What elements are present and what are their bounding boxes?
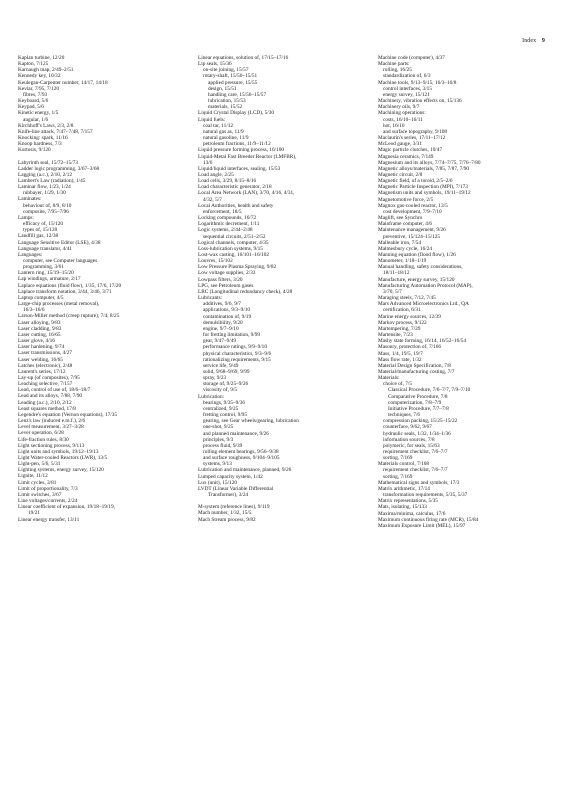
index-entry: Mars Advanced Microelectronics Ltd., QA xyxy=(378,301,469,308)
index-entry: Kaplan turbine, 12/20 xyxy=(18,55,65,61)
index-subentry: polymeric, for seals, 15/63 xyxy=(383,442,440,449)
index-subentry: standardization of, 6/3 xyxy=(383,73,431,80)
index-subentry: natural gasoline, 11/9 xyxy=(203,135,249,142)
index-subentry: hot, 16/10 xyxy=(383,122,405,129)
index-entry: Larson-Miller method (creep rupture), 7/4, 8/25 xyxy=(18,313,120,320)
index-subentry: one-shot, 9/25 xyxy=(203,424,234,431)
index-subentry: coal tar, 11/12 xyxy=(203,122,234,129)
index-entry: Locking compounds, 16/72 xyxy=(198,215,257,222)
index-entry: Lost-wax casting, 16/101–16/102 xyxy=(198,252,270,258)
index-entry: Magnox gas-cooled reactor, 13/5 xyxy=(378,202,448,209)
index-entry: Lumped capacity system, 1/42 xyxy=(198,473,263,480)
index-entry: Mach number, 1/32, 15/5 xyxy=(198,510,252,517)
index-subentry: choice of, 7/5 xyxy=(383,381,412,388)
index-entry: Laser hardening, 9/74 xyxy=(18,344,65,351)
index-subentry: requirement checklist, 7/6–7/7 xyxy=(383,449,448,455)
index-entry: Mach Stream process, 9/82 xyxy=(198,516,256,523)
index-entry: Keulegan-Carpenter number, 14/17, 14/18 xyxy=(18,79,108,86)
index-entry: Keyboard, 5/6 xyxy=(18,98,49,105)
index-entry: Labyrinth seal, 15/72–15/73 xyxy=(18,159,78,166)
index-subentry: for fretting limitation, 9/99 xyxy=(203,332,261,339)
index-entry: Kurtosis, 9/120 xyxy=(18,147,51,154)
index-entry: Laurent's series, 17/12 xyxy=(18,368,66,375)
index-entry: Laptop computer, 4/5 xyxy=(18,294,64,301)
index-entry: Manning equation (flood flow), 1/26 xyxy=(378,252,456,258)
index-entry: Magnetism units and symbols, 19/11–19/12 xyxy=(378,190,471,197)
index-entry: Legendre's equation (Vernon equations), 17/35 xyxy=(18,411,118,418)
index-entry: Life-fraction rules, 8/30 xyxy=(18,436,69,443)
index-subentry: demulsibility, 9/20 xyxy=(203,319,243,326)
index-subentry: applied pressure, 15/55 xyxy=(208,79,258,86)
index-entry: Language translator, 4/41 xyxy=(18,245,73,252)
index-entry: Landfill gas, 12/38 xyxy=(18,233,59,240)
index-entry: Materials: xyxy=(378,375,400,382)
index-subentry: computerization, 7/8–7/9 xyxy=(388,399,442,406)
index-entry: Light units and symbols, 19/12–19/13 xyxy=(18,448,99,455)
index-entry: Lenz's law (induced e.m.f.), 2/6 xyxy=(18,418,86,425)
index-subentry: lubrication, 15/53 xyxy=(208,98,246,105)
index-entry: Laminar flow, 1/23, 1/24 xyxy=(18,184,71,191)
index-subentry: performance ratings, 9/9–9/10 xyxy=(203,344,267,351)
page-header xyxy=(522,38,545,44)
index-entry: Lip seals, 15/36 xyxy=(198,61,232,68)
index-subentry: process fluid, 9/39 xyxy=(203,442,243,449)
index-entry: Magnetic circuit, 2/8 xyxy=(378,171,423,178)
index-subentry: engine, 9/7–9/10 xyxy=(203,325,239,332)
running-title: Index xyxy=(522,38,537,44)
index-entry: Load cells, 3/29, 8/15–8/16 xyxy=(198,178,257,185)
index-entry: McLeod gauge, 3/31 xyxy=(378,141,422,148)
index-subentry: rotary-shaft, 15/50–15/51 xyxy=(203,73,258,80)
index-column-3 xyxy=(378,55,548,790)
index-entry: Magnetic field, of a toroid, 2/5–2/6 xyxy=(378,178,453,185)
index-entry: Mashy state forming, 16/14, 16/52–16/54 xyxy=(378,338,466,345)
index-entry: Language Sensitive Editor (LSE), 4/38 xyxy=(18,239,101,246)
index-subentry: 13/6 xyxy=(203,159,213,166)
index-subentry: compression packing, 15/25–15/22 xyxy=(383,418,458,425)
index-entry: Low Pressure Plasma Spraying, 9/82 xyxy=(198,264,277,271)
index-entry: Laser transmissions, 4/27 xyxy=(18,350,72,357)
index-subentry: 18/11–18/12 xyxy=(383,270,410,277)
index-entry: Lay-up (of composites), 7/95 xyxy=(18,374,80,381)
index-subentry: rolling element bearings, 9/56–9/38 xyxy=(203,449,279,455)
index-subentry: on-site joining, 15/57 xyxy=(203,67,249,74)
index-entry: Lead and its alloys, 7/88, 7/90 xyxy=(18,393,82,400)
index-entry: Lagging (a.c.), 2/10, 2/12 xyxy=(18,171,72,178)
index-subentry: hydraulic seals, 1/32, 1/34–1/36 xyxy=(383,430,451,437)
index-entry: Local Area Network (LAN), 3/70, 4/16, 4/31, xyxy=(198,190,295,197)
index-entry: Laser cladding, 9/83 xyxy=(18,325,62,332)
index-entry: Manometer, 1/18–1/19 xyxy=(378,258,427,265)
index-entry: Materials control, 7/168 xyxy=(378,461,430,468)
index-entry: Markov process, 9/122 xyxy=(378,319,427,326)
index-entry: Marine energy sources, 12/39 xyxy=(378,313,441,320)
index-entry: Maraging steels, 7/12, 7/45 xyxy=(378,295,436,302)
page-number: 9 xyxy=(541,38,545,44)
index-subentry: principles, 9/3 xyxy=(203,436,234,443)
index-subentry: 4/32, 5/7 xyxy=(203,196,222,203)
index-subentry: fretting control, 9/95 xyxy=(203,412,247,419)
index-subentry: 16/3–16/6 xyxy=(23,307,45,314)
index-entry: Liquid/liquid interfaces, sealing, 15/53 xyxy=(198,165,281,172)
index-entry: Kirchhoff's Laws, 2/3, 2/8 xyxy=(18,122,74,129)
index-entry: Laser cutting, 16/65 xyxy=(18,331,61,338)
index-entry: Kennedy key, 10/32 xyxy=(18,73,61,80)
index-entry: Machine tools, 9/13–9/15, 16/3–16/8 xyxy=(378,79,457,86)
index-entry: Low voltage supplies, 2/33 xyxy=(198,270,256,277)
index-entry: Mats, isolating, 15/133 xyxy=(378,504,427,511)
index-entry: Least squares method, 17/8 xyxy=(18,405,76,412)
index-subentry: energy survey, 15/121 xyxy=(383,91,430,98)
index-subentry: transformation requirements, 5/35, 5/37 xyxy=(383,492,468,499)
index-subentry: 3/70, 5/7 xyxy=(383,288,402,295)
index-subentry: additives, 9/6, 9/7 xyxy=(203,301,241,308)
index-entry: Linear coefficient of expansion, 19/18–19/19, xyxy=(18,504,115,511)
index-entry: Lux (unit), 15/120 xyxy=(198,479,237,486)
index-entry: Manual handling, safety considerations, xyxy=(378,264,463,271)
index-subentry: applications, 9/3–9/10 xyxy=(203,307,251,314)
index-entry: Mainframe computer, 4/6 xyxy=(378,221,433,228)
index-entry: Keypad, 5/6 xyxy=(18,104,44,111)
index-entry: Kevlar, 7/95, 7/120 xyxy=(18,85,59,92)
index-entry: Magnetic Particle Inspection (MPI), 7/173 xyxy=(378,184,468,191)
index-entry: Matrix representations, 5/35 xyxy=(378,498,438,505)
index-entry: Light Water-cooled Reactors (LWR), 13/5 xyxy=(18,455,108,461)
index-entry: Laser glove, 4/16 xyxy=(18,338,55,345)
index-entry: Lighting systems, energy survey, 15/120 xyxy=(18,467,104,474)
index-entry: Kinetic energy, 1/5 xyxy=(18,110,59,117)
index-entry: Karnaugh map, 2/49–2/51 xyxy=(18,67,74,74)
index-entry: Matrix arithmetic, 17/14 xyxy=(378,485,430,492)
index-entry: Magnetic alloys/materials, 7/85, 7/87, 7/90 xyxy=(378,165,470,172)
index-subentry: systems, 9/13 xyxy=(203,461,232,468)
index-subentry: programming, 3/61 xyxy=(23,264,64,271)
index-entry: Machinery oils, 9/7 xyxy=(378,104,420,111)
index-entry: Maximum continuous firing rate (MCR), 15/84 xyxy=(378,516,479,523)
index-entry: Malmesbury cycle, 16/24 xyxy=(378,245,432,252)
index-entry: Maintenance management, 9/26 xyxy=(378,227,446,234)
index-subentry: enforcement, 18/5 xyxy=(203,208,242,215)
index-entry: Liquid fuels: xyxy=(198,116,226,123)
index-entry: Latches (electronic), 2/48 xyxy=(18,362,73,369)
index-subentry: costs, 16/10–16/11 xyxy=(383,116,423,123)
index-entry: Material Design Specification, 7/8 xyxy=(378,362,451,369)
index-entry: Louvres, 15/102 xyxy=(198,258,233,265)
index-subentry: and surface topography, 9/108 xyxy=(383,128,448,135)
index-subentry: certification, 6/31 xyxy=(383,307,421,314)
index-entry: Magnetomotive force, 2/5 xyxy=(378,196,434,203)
index-subentry: rolling, 16/25 xyxy=(383,67,412,74)
index-entry: Lubrication and maintenance, planned, 9/26 xyxy=(198,467,292,474)
index-entry: Martensite, 7/23 xyxy=(378,332,413,339)
index-entry: Liquid-Metal Fast Breeder Reactor (LMFBR), xyxy=(198,153,297,160)
index-entry: Machinery, vibration effects on, 15/136 xyxy=(378,98,462,105)
index-entry: Ladder logic programming, 3/67–3/68 xyxy=(18,165,100,172)
index-entry: Linear energy transfer, 13/11 xyxy=(18,516,80,523)
index-subentry: sequential circuits, 2/51–2/52 xyxy=(203,233,266,240)
index-column-2 xyxy=(198,55,368,790)
index-entry: Magic particle clutches, 10/47 xyxy=(378,147,443,154)
index-entry: Magnesium and its alloys, 7/74–7/75, 7/76–7/80 xyxy=(378,159,481,166)
index-entry: Knoop hardness, 7/3 xyxy=(18,141,62,148)
index-entry: Logarithmic decrement, 1/11 xyxy=(198,221,260,228)
index-entry: Light sectioning process, 9/113 xyxy=(18,442,85,449)
index-entry: Laser welding, 16/65 xyxy=(18,356,63,363)
index-entry: Level measurement, 3/27–3/28 xyxy=(18,424,84,431)
index-entry: Manufacturing Automation Protocol (MAP), xyxy=(378,282,473,289)
index-entry: Lead, control of use of, 18/6–18/7 xyxy=(18,387,91,394)
index-subentry: composite, 7/95–7/96 xyxy=(23,208,69,215)
index-entry: Limit cycles, 3/81 xyxy=(18,479,57,486)
index-entry: M-system (reference lines), 9/119 xyxy=(198,504,270,511)
index-entry: Laser alloying, 9/83 xyxy=(18,319,61,326)
index-entry: Laminates: xyxy=(18,196,42,203)
index-entry: Limit switches, 3/67 xyxy=(18,491,62,498)
index-entry: Lamps: xyxy=(18,214,34,221)
index-entry: Material/manufacturing costing, 7/7 xyxy=(378,368,455,375)
index-subentry: gear, 9/47–9/49 xyxy=(203,338,237,345)
index-entry: LRC (Longitudinal redundancy check), 4/28 xyxy=(198,288,293,295)
index-subentry: sorting, 7/169 xyxy=(383,473,413,480)
index-entry: Liquid Crystal Display (LCD), 5/30 xyxy=(198,110,275,117)
index-entry: Logic systems, 2/44–2/48 xyxy=(198,227,253,234)
index-entry: Machine parts: xyxy=(378,61,410,68)
index-entry: Lubrication: xyxy=(198,393,225,400)
index-subentry: cost development, 7/9–7/10 xyxy=(383,208,442,215)
index-subentry: counterface, 9/62, 9/67 xyxy=(383,424,432,431)
index-subentry: Comparative Procedure, 7/8 xyxy=(388,393,448,400)
index-entry: Logical channels, computer, 4/35 xyxy=(198,239,269,246)
index-entry: Light-pen, 5/6, 5/31 xyxy=(18,461,61,468)
index-entry: Leading (a.c.), 2/10, 2/12 xyxy=(18,399,72,406)
index-subentry: rationalizing requirements, 9/15 xyxy=(203,356,271,363)
index-subentry: angular, 1/6 xyxy=(23,116,49,123)
index-entry: Masonry, protection of, 7/166 xyxy=(378,344,442,351)
index-entry: Mass flow rate, 1/32 xyxy=(378,356,422,363)
index-entry: Martempering, 7/29 xyxy=(378,325,421,332)
index-entry: Load characteristic generator, 2/18 xyxy=(198,184,272,191)
index-subentry: spray, 9/23 xyxy=(203,375,227,382)
index-columns xyxy=(18,55,548,790)
index-subentry: solid, 9/68–9/69, 9/99 xyxy=(203,368,250,375)
index-entry: Lubricants: xyxy=(198,295,223,302)
index-entry: Mathematical signs and symbols, 17/3 xyxy=(378,479,460,486)
index-subentry: 19/21 xyxy=(28,510,41,517)
index-entry: Line voltages/currents, 2/24 xyxy=(18,498,78,505)
index-subentry: materials, 15/52 xyxy=(208,104,243,111)
index-subentry: handling care, 15/56–15/57 xyxy=(208,91,267,98)
index-entry: Kapton, 7/125 xyxy=(18,61,49,68)
index-subentry: storage of, 9/25–9/26 xyxy=(203,381,249,388)
index-entry: Limit of proportionality, 7/3 xyxy=(18,485,78,492)
index-entry: Maximum Exposure Limit (MEL), 15/97 xyxy=(378,522,466,529)
index-entry: Machining operations: xyxy=(378,110,426,117)
index-subentry: Transformer), 3/24 xyxy=(208,492,249,499)
index-subentry: natural gas as, 11/9 xyxy=(203,128,244,135)
index-subentry: service life, 9/49 xyxy=(203,362,239,369)
index-subentry: computer, see Computer languages xyxy=(23,258,98,264)
index-subentry: contamination of, 9/19 xyxy=(203,313,252,320)
index-entry: Load angle, 2/25 xyxy=(198,171,234,178)
index-entry: Loss-lubrication systems, 9/15 xyxy=(198,245,263,252)
index-entry: Linear equations, solution of, 17/15–17/16 xyxy=(198,55,289,61)
index-entry: Knocking: spark, 11/16 xyxy=(18,135,68,142)
index-subentry: Initiative Procedure, 7/7–7/8 xyxy=(388,405,449,412)
index-entry: Languages: xyxy=(18,251,43,258)
index-entry: Manufacture, energy survey, 15/120 xyxy=(378,276,455,283)
index-subentry: and planned maintenance, 9/26 xyxy=(203,430,269,437)
index-entry: Maglift, see Synchro xyxy=(378,215,423,222)
index-subentry: types of, 15/120 xyxy=(23,227,58,234)
index-subentry: petroleum fractions, 11/9–11/12 xyxy=(203,141,271,148)
index-subentry: design, 15/51 xyxy=(208,85,237,92)
index-entry: Leaching selective, 7/157 xyxy=(18,381,73,388)
index-entry: Knife-line attack, 7/47–7/48, 7/157 xyxy=(18,128,93,135)
index-entry: Lowpass filters, 3/20 xyxy=(198,276,243,283)
index-entry: Maxima/minima, calculus, 17/6 xyxy=(378,510,446,517)
index-subentry: Classical Procedure, 7/6–7/7, 7/9–7/10 xyxy=(388,387,471,394)
index-subentry: techniques, 7/6 xyxy=(388,412,421,419)
index-entry: Magnesia ceramics, 7/149 xyxy=(378,153,434,160)
index-entry: Laplace equations (fluid flow), 1/35, 17/6, 17/20 xyxy=(18,282,122,289)
index-subentry: efficacy of, 15/120 xyxy=(23,221,64,228)
index-subentry: rubbayer, 1/29, 1/30 xyxy=(23,190,66,197)
index-entry: LPG, see Petroleum gases xyxy=(198,282,254,289)
index-entry: Lever operation, 6/28 xyxy=(18,430,64,437)
index-entry: Lignite, 11/12 xyxy=(18,473,48,480)
index-subentry: requirement checklist, 7/6–7/7 xyxy=(383,467,448,474)
index-subentry: preventive, 15/124–15/125 xyxy=(383,233,441,240)
index-entry: LVDT (Linear Variable Differential xyxy=(198,485,274,492)
index-subentry: behaviour of, 8/9, 8/10 xyxy=(23,202,72,209)
index-subentry: gearing, see Gear wheels/gearing, lubrication xyxy=(203,418,299,425)
index-subentry: fibres, 7/93 xyxy=(23,91,48,98)
index-column-1 xyxy=(18,55,188,790)
index-entry: Lantern ring, 15/19–15/20 xyxy=(18,270,74,277)
index-subentry: physical characteristics, 9/3–9/6 xyxy=(203,350,272,357)
index-subentry: information sources, 7/8 xyxy=(383,436,435,443)
index-subentry: control interfaces, 3/15 xyxy=(383,85,432,92)
index-entry: Lap windings, armature, 2/17 xyxy=(18,276,81,283)
index-entry: Laplace transform notation, 3/44, 3/46, 3/71 xyxy=(18,288,112,295)
index-entry: Large-chip processes (metal removal), xyxy=(18,301,100,308)
index-entry: Malleable iron, 7/54 xyxy=(378,239,422,246)
index-entry: Mass, 1/4, 19/5, 19/7 xyxy=(378,350,423,357)
index-subentry: and surface roughness, 9/104–9/105 xyxy=(203,455,280,462)
index-subentry: viscosity of, 9/5 xyxy=(203,387,237,394)
index-entry: Maclaurin's series, 17/11–17/12 xyxy=(378,135,446,142)
index-entry: Machine code (computer), 4/37 xyxy=(378,55,445,61)
index-subentry: bearings, 9/35–9/36 xyxy=(203,399,246,406)
index-entry: Lambert's Law (radiation), 1/45 xyxy=(18,177,86,184)
index-subentry: centralized, 9/25 xyxy=(203,405,239,412)
index-entry: Liquid pressure forming process, 16/100 xyxy=(198,147,285,154)
index-subentry: sorting, 7/169 xyxy=(383,455,413,462)
index-entry: Local Authorities, health and safety xyxy=(198,202,274,209)
